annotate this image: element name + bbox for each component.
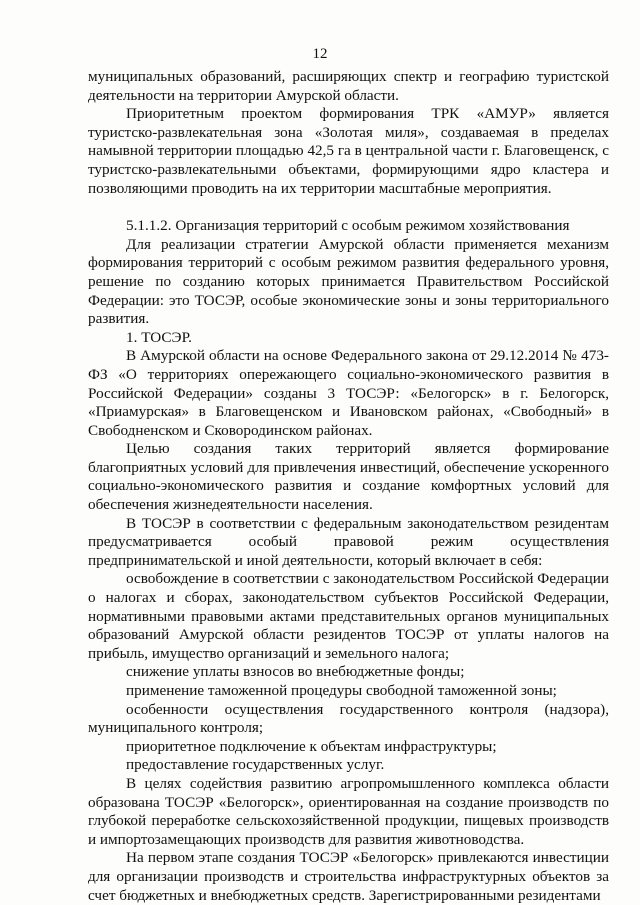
paragraph-goal: Целью создания таких территорий является формирование благоприятных условий для привлечения инвестиций, обеспечение ускоренного социально-экономического развития и создание комфортных условий для обеспечения жизнедеятельности населения. bbox=[88, 440, 609, 514]
paragraph-regime: В ТОСЭР в соответствии с федеральным законодательством резидентам предусматривается особый правовой режим осуществления предпринимательской и иной деятельности, который включает в себя: bbox=[88, 514, 609, 569]
page-number: 12 bbox=[312, 46, 328, 62]
list-item: снижение уплаты взносов во внебюджетные фонды; bbox=[126, 663, 465, 681]
paragraph-golden-mile: Приоритетным проектом формирования ТРК «АМУР» является туристско-развлекательная зона «Золотая миля», создаваемая в пределах намывной территории площадью 42,5 га в центральной части г. Благовещенск, с туристско-развлекательными объектами, формирующими ядро кластера и позволяющими проводить на их территории масштабные мероприятия. bbox=[88, 105, 609, 197]
paragraph-continuation: муниципальных образований, расширяющих спектр и географию туристской деятельности на территории Амурской области. bbox=[88, 68, 609, 104]
paragraph-mechanism: Для реализации стратегии Амурской области применяется механизм формирования территорий с особым режимом развития федерального уровня, решение по созданию которых принимается Правительством Российской Федерации: это ТОСЭР, особые экономические зоны и зоны территориального развития. bbox=[88, 235, 609, 328]
section-heading: 5.1.1.2. Организация территорий с особым режимом хозяйствования bbox=[126, 217, 570, 235]
document-body bbox=[88, 68, 609, 905]
paragraph-belogorsk: В целях содействия развитию агропромышленного комплекса области образована ТОСЭР «Белогорск», ориентированная на создание производств по глубокой переработке сельскохозяйственной продукции, пищевых производств и импортозамещающих производств для развития животноводства. bbox=[88, 774, 609, 848]
paragraph-law: В Амурской области на основе Федерального закона от 29.12.2014 № 473-ФЗ «О территориях опережающего социально-экономического развития в Российской Федерации» созданы 3 ТОСЭР: «Белогорск» в г. Белогорск, «Приамурская» в Благовещенском и Ивановском районах, «Свободный» в Свободненском и Сковородинском районах. bbox=[88, 347, 609, 439]
list-item: применение таможенной процедуры свободной таможенной зоны; bbox=[126, 682, 557, 699]
paragraph-first-stage: На первом этапе создания ТОСЭР «Белогорск» привлекаются инвестиции для организации производств и строительства инфраструктурных объектов за счет бюджетных и внебюджетных средств. Зарегистрированными резидентами bbox=[88, 849, 609, 904]
list-item: освобождение в соответствии с законодательством Российской Федерации о налогах и сборах, законодательством субъектов Российской Федерации, нормативными правовыми актами представительных органов муниципальных образований Амурской области резидентов ТОСЭР от уплаты налогов на прибыль, имущество организаций и земельного налога; bbox=[88, 570, 609, 662]
list-item: особенности осуществления государственного контроля (надзора), муниципального контроля; bbox=[88, 700, 609, 737]
list-heading-toser: 1. ТОСЭР. bbox=[126, 328, 192, 346]
list-item: предоставление государственных услуг. bbox=[126, 756, 385, 774]
list-item: приоритетное подключение к объектам инфраструктуры; bbox=[126, 737, 497, 755]
